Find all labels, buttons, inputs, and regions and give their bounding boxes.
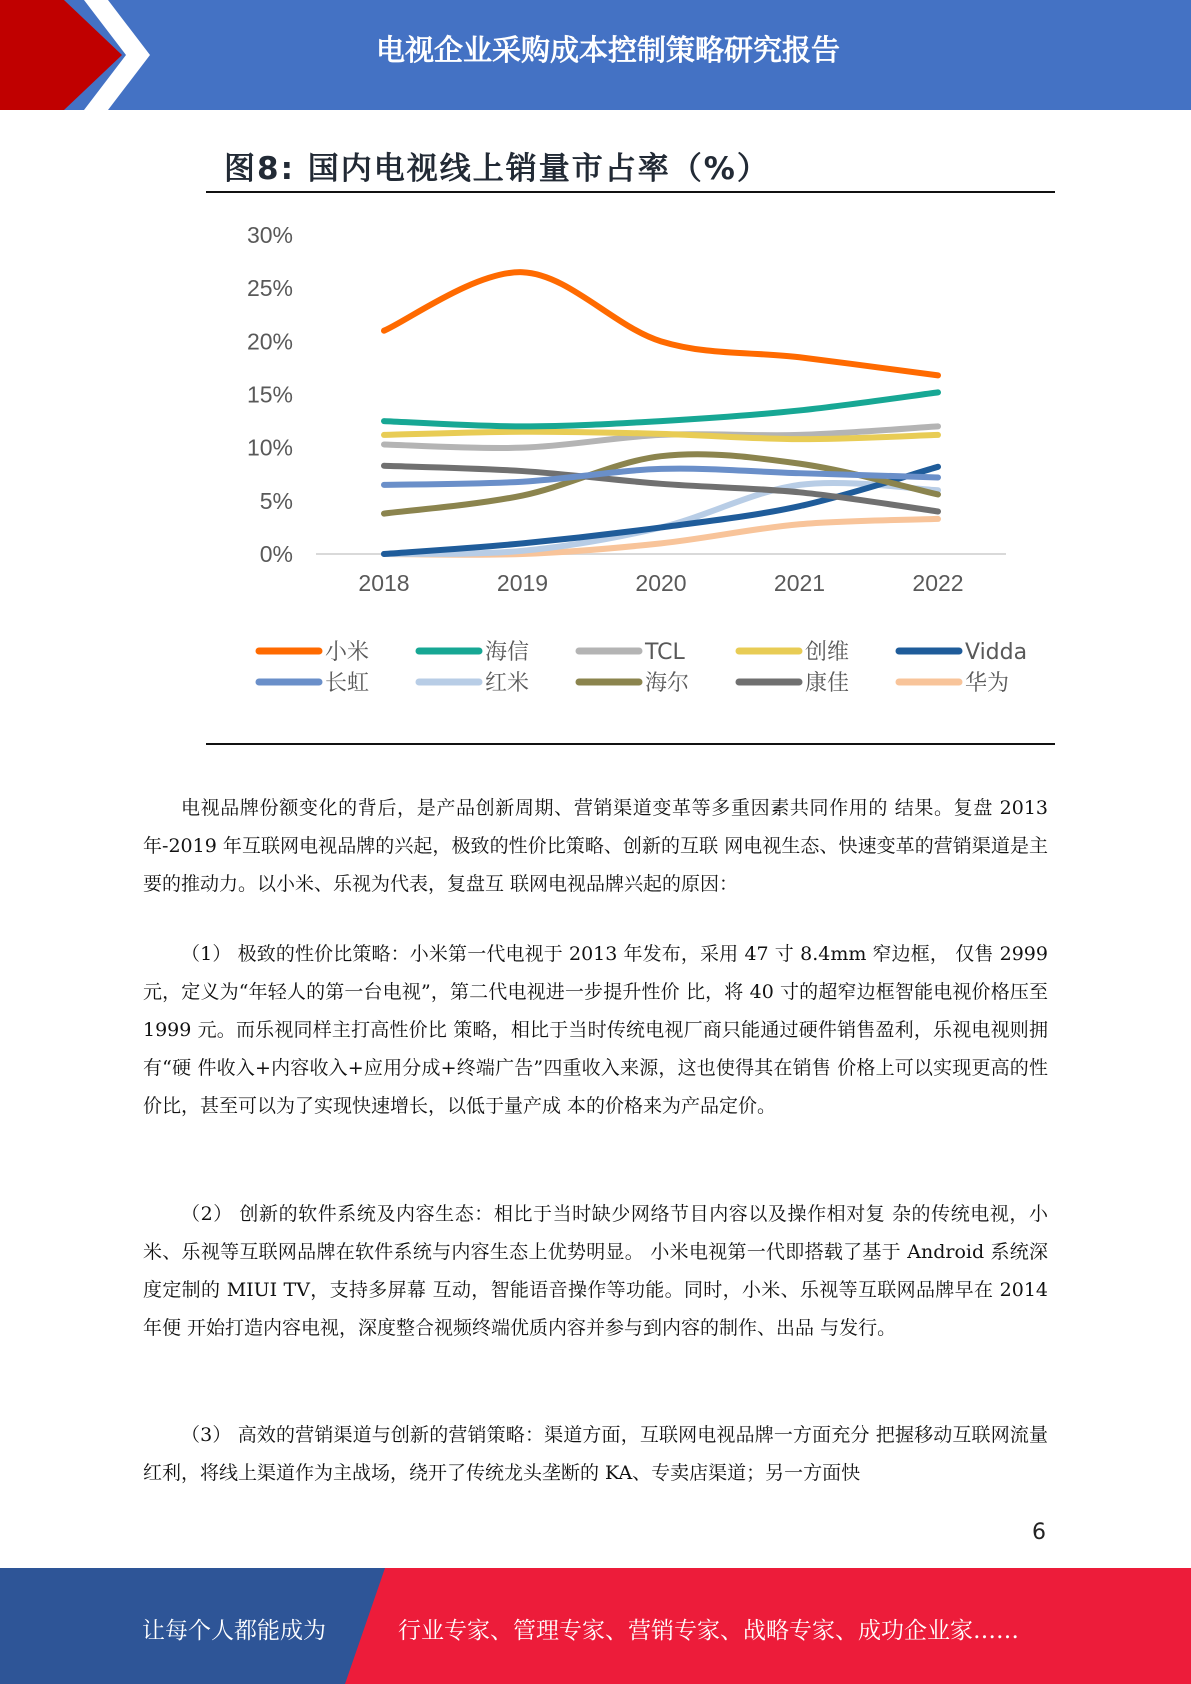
legend-label: 小米 bbox=[325, 640, 370, 665]
x-tick-label: 2022 bbox=[912, 570, 964, 596]
footer-slogan-left: 让每个人都能成为 bbox=[142, 1618, 326, 1644]
x-tick-label: 2021 bbox=[773, 570, 826, 596]
y-tick-label: 25% bbox=[246, 275, 293, 302]
paragraph-intro: 电视品牌份额变化的背后，是产品创新周期、营销渠道变革等多重因素共同作用的 结果。复盘 2013 年-2019 年互联网电视品牌的兴起，极致的性价比策略、创新的互联 网电视生态、快速变革的营销渠道是主要的推动力。以小米、乐视为代表，复盘互 联网电视品牌兴起的原因： bbox=[143, 797, 1048, 895]
paragraph-point-1: （1） 极致的性价比策略：小米第一代电视于 2013 年发布，采用 47 寸 8.4mm 窄边框， 仅售 2999 元，定义为“年轻人的第一台电视”，第二代电视进一步提升性价 比，将 40 寸的超窄边框智能电视价格压至 1999 元。而乐视同样主打高性价比 策略，相比于当时传统电视厂商只能通过硬件销售盈利，乐视电视则拥有“硬 件收入+内容收入+应用分成+终端广告”四重收入来源，这也使得其在销售 价格上可以实现更高的性价比，甚至可以为了实现快速增长，以低于量产成 本的价格来为产品定价。 bbox=[143, 943, 1048, 1117]
footer-slogan-right: 行业专家、管理专家、营销专家、战略专家、成功企业家…… bbox=[398, 1618, 1019, 1644]
y-tick-label: 10% bbox=[246, 434, 293, 461]
page-number: 6 bbox=[1032, 1520, 1046, 1545]
legend-label: 海尔 bbox=[645, 671, 690, 696]
market-share-line-chart bbox=[206, 200, 1055, 740]
y-tick-label: 15% bbox=[246, 381, 293, 408]
legend-label: 华为 bbox=[965, 671, 1010, 696]
y-tick-label: 20% bbox=[246, 328, 293, 355]
legend-label: 康佳 bbox=[805, 671, 850, 696]
paragraph-point-3: （3） 高效的营销渠道与创新的营销策略：渠道方面，互联网电视品牌一方面充分 把握移动互联网流量红利，将线上渠道作为主战场，绕开了传统龙头垄断的 KA、专卖店渠道；另一方面快 bbox=[143, 1424, 1048, 1484]
legend-label: 创维 bbox=[805, 640, 850, 665]
y-tick-label: 5% bbox=[259, 487, 293, 514]
y-tick-label: 30% bbox=[246, 222, 293, 248]
x-tick-label: 2020 bbox=[635, 570, 687, 596]
y-tick-label: 0% bbox=[259, 541, 293, 567]
legend-label: Vidda bbox=[965, 640, 1028, 665]
paragraph-point-2: （2） 创新的软件系统及内容生态：相比于当时缺少网络节目内容以及操作相对复 杂的传统电视，小米、乐视等互联网品牌在软件系统与内容生态上优势明显。 小米电视第一代即搭载了基于 Android 系统深度定制的 MIUI TV，支持多屏幕 互动，智能语音操作等功能。同时，小米、乐视等互联网品牌早在 2014 年便 开始打造内容电视，深度整合视频终端优质内容并参与到内容的制作、出品 与发行。 bbox=[143, 1203, 1048, 1339]
legend-label: 长虹 bbox=[325, 671, 370, 696]
figure-title: 图8: 国内电视线上销量市占率（%） bbox=[224, 151, 770, 187]
series-line bbox=[384, 272, 938, 375]
figure-bottom-rule bbox=[206, 743, 1055, 745]
legend-label: TCL bbox=[645, 640, 685, 665]
legend-label: 红米 bbox=[485, 671, 530, 696]
figure-top-rule bbox=[206, 191, 1055, 193]
legend-label: 海信 bbox=[485, 640, 530, 665]
report-title: 电视企业采购成本控制策略研究报告 bbox=[375, 33, 840, 67]
series-line bbox=[384, 392, 938, 426]
x-tick-label: 2019 bbox=[496, 570, 549, 596]
x-tick-label: 2018 bbox=[358, 570, 410, 596]
